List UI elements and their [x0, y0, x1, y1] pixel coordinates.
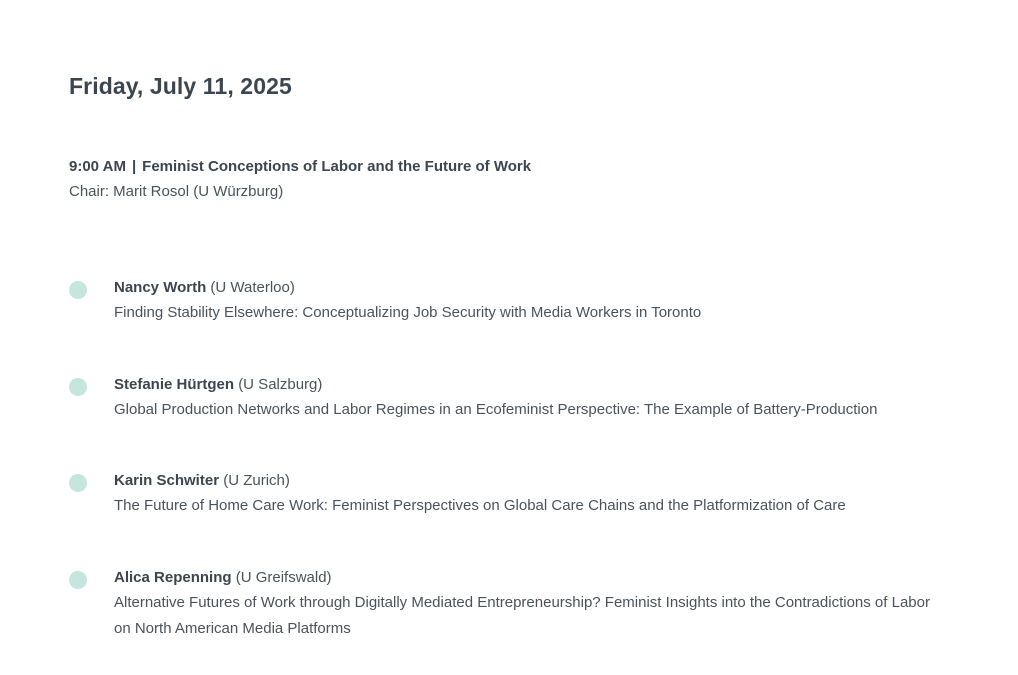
- speaker-line: [114, 470, 944, 491]
- speaker-name: Karin Schwiter: [114, 472, 220, 489]
- speaker-line: [114, 277, 944, 298]
- bullet-dot-icon: [69, 571, 87, 589]
- talk-title: Finding Stability Elsewhere: Conceptualizing Job Security with Media Workers in Toronto: [114, 304, 702, 321]
- speaker-name: Nancy Worth: [114, 279, 207, 296]
- session-title-line: [69, 156, 969, 177]
- talk-body: [114, 277, 944, 326]
- talk-title: Alternative Futures of Work through Digitally Mediated Entrepreneurship? Feminist Insights into the Contradictions of Labor on North American Media Platforms: [114, 594, 930, 637]
- speaker-line: [114, 374, 944, 395]
- speaker-affiliation: (U Zurich): [223, 472, 290, 489]
- speaker-name: Alica Repenning: [114, 569, 232, 586]
- speaker-affiliation: (U Greifswald): [235, 569, 332, 586]
- session-title: Feminist Conceptions of Labor and the Future of Work: [142, 158, 532, 175]
- session-time: 9:00 AM: [69, 158, 126, 175]
- day-heading: Friday, July 11, 2025: [69, 73, 292, 99]
- talk-body: [114, 567, 944, 642]
- speaker-affiliation: (U Waterloo): [210, 279, 295, 296]
- session-header: [69, 156, 969, 202]
- talk-body: [114, 374, 944, 423]
- speaker-line: [114, 567, 944, 588]
- speaker-name: Stefanie Hürtgen: [114, 376, 235, 393]
- session-chair: Chair: Marit Rosol (U Würzburg): [69, 183, 284, 200]
- bullet-dot-icon: [69, 378, 87, 396]
- speaker-affiliation: (U Salzburg): [238, 376, 323, 393]
- session-separator: |: [131, 158, 137, 175]
- bullet-dot-icon: [69, 281, 87, 299]
- bullet-dot-icon: [69, 474, 87, 492]
- talk-title: The Future of Home Care Work: Feminist Perspectives on Global Care Chains and the Platformization of Care: [114, 497, 846, 514]
- talk-body: [114, 470, 944, 519]
- talk-title: Global Production Networks and Labor Regimes in an Ecofeminist Perspective: The Example of Battery-Production: [114, 401, 878, 418]
